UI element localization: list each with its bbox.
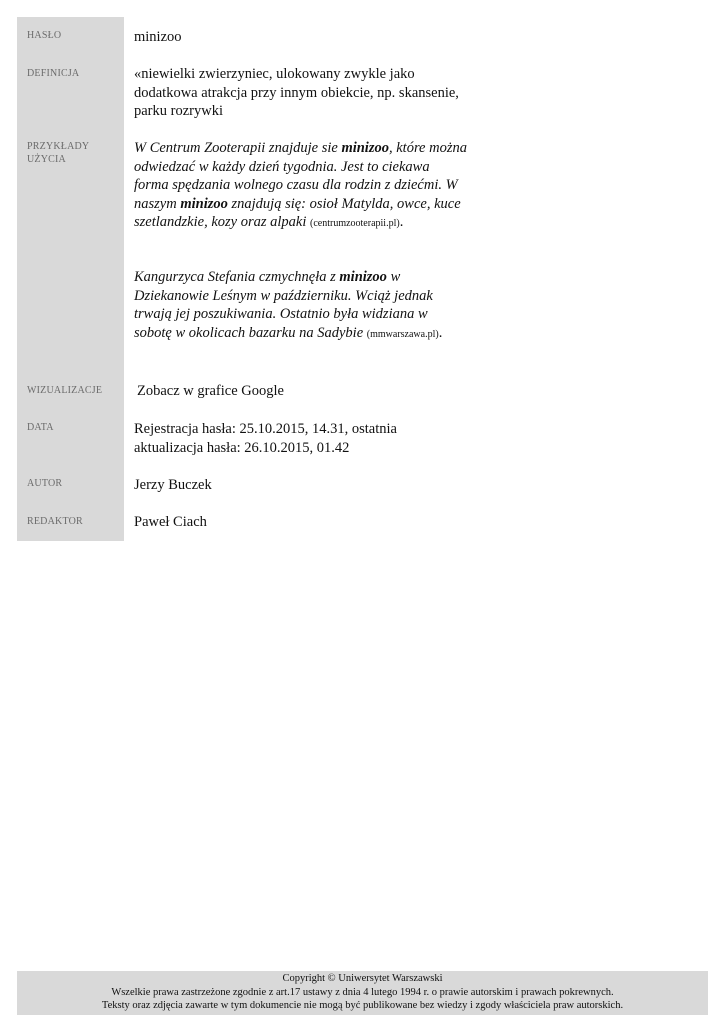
- example-2: [134, 268, 442, 344]
- date-line: Rejestracja hasła: 25.10.2015, 14.31, ostatnia: [134, 421, 397, 437]
- examples-label-line: PRZYKŁADY: [27, 141, 90, 152]
- author-value: Jerzy Buczek: [134, 477, 212, 493]
- rights-line: Wszelkie prawa zastrzeżone zgodnie z art.17 ustawy z dnia 4 lutego 1994 r. o prawie autorskim i prawach pokrewnych.: [111, 986, 614, 998]
- definition-text: [134, 65, 459, 121]
- example-1-line: forma spędzania wolnego czasu dla rodzin z dziećmi. W: [134, 177, 458, 193]
- example-2-line: trwają jej poszukiwania. Ostatnio była widziana w: [134, 306, 428, 322]
- date-line: aktualizacja hasła: 26.10.2015, 01.42: [134, 439, 350, 456]
- copyright-line: Copyright © Uniwersytet Warszawski: [282, 973, 443, 984]
- example-text: w: [386, 269, 401, 285]
- example-2-line: Dziekanowie Leśnym w październiku. Wciąż jednak: [134, 287, 433, 304]
- examples-label: [27, 140, 89, 166]
- google-images-link[interactable]: Zobacz w grafice Google: [137, 383, 284, 399]
- example-text: Kangurzyca Stefania czmychnęła z: [134, 269, 340, 285]
- label-column: [17, 17, 124, 541]
- visualizations-label: WIZUALIZACJE: [27, 385, 103, 396]
- editor-label: REDAKTOR: [27, 516, 83, 527]
- headword-value: minizoo: [134, 29, 182, 45]
- headword-label: HASŁO: [27, 30, 62, 41]
- example-1: [134, 139, 467, 234]
- example-source: (mmwarszawa.pl): [366, 328, 439, 340]
- example-1-line: [134, 139, 467, 158]
- definition-line: dodatkowa atrakcja przy innym obiekcie, np. skansenie,: [134, 84, 459, 101]
- example-text: szetlandzkie, kozy oraz alpaki: [134, 214, 310, 230]
- example-headword: minizoo: [180, 195, 228, 212]
- definition-line: parku rozrywki: [134, 103, 223, 119]
- example-source: (centrumzooterapii.pl): [310, 218, 400, 229]
- example-2-line: [134, 268, 442, 287]
- date-label: DATA: [27, 422, 54, 433]
- example-headword: minizoo: [339, 269, 387, 285]
- example-text: naszym: [134, 195, 181, 212]
- editor-value: Paweł Ciach: [134, 514, 207, 530]
- copyright-footer: [17, 971, 708, 1015]
- definition-line: «niewielki zwierzyniec, ulokowany zwykle jako: [134, 66, 415, 82]
- author-label: AUTOR: [27, 478, 63, 489]
- example-headword: minizoo: [341, 140, 389, 156]
- example-1-line: odwiedzać w każdy dzień tygodnia. Jest to ciekawa: [134, 158, 430, 175]
- date-text: [134, 420, 397, 457]
- example-1-line: [134, 195, 467, 214]
- example-text: , które można: [388, 140, 467, 156]
- examples-label-line: UŻYCIA: [27, 154, 66, 165]
- example-2-line: [134, 324, 442, 345]
- definition-label: DEFINICJA: [27, 68, 80, 79]
- notice-line: Teksty oraz zdjęcia zawarte w tym dokumencie nie mogą być publikowane bez wiedzy i zgody właściciela praw autorskich.: [101, 1000, 624, 1011]
- example-1-line: [134, 213, 467, 234]
- example-text: sobotę w okolicach bazarku na Sadybie: [134, 324, 367, 341]
- example-text: znajdują się: osioł Matylda, owce, kuce: [227, 195, 461, 212]
- example-end: .: [399, 214, 404, 230]
- example-text: W Centrum Zooterapii znajduje sie: [134, 140, 342, 156]
- example-end: .: [438, 324, 443, 341]
